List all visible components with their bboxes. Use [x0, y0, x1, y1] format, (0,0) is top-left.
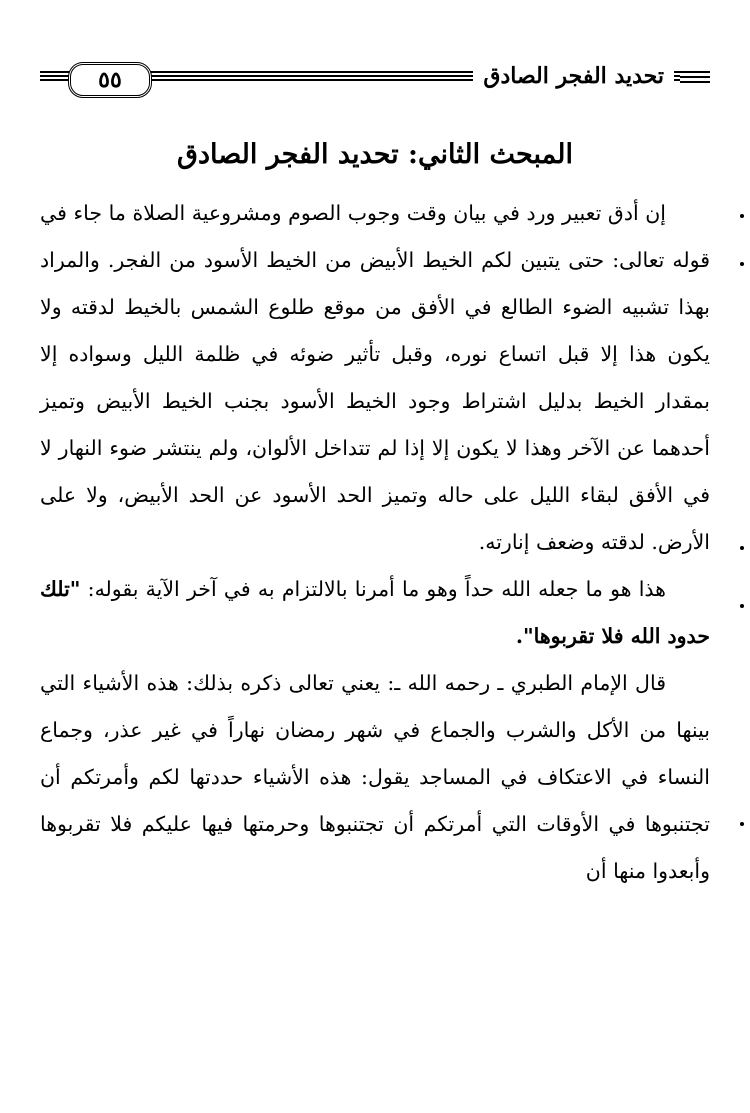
section-title: المبحث الثاني: تحديد الفجر الصادق	[177, 139, 573, 170]
margin-dot	[740, 604, 744, 608]
margin-dot	[740, 546, 744, 550]
body-text	[40, 190, 710, 895]
paragraph-3: قال الإمام الطبري ـ رحمه الله ـ: يعني تعالى ذكره بذلك: هذه الأشياء التي بينها من الأكل والشرب والجماع في شهر رمضان نهاراً في غير عذر، وجماع النساء في الاعتكاف في المساجد يقول: هذه الأشياء حددتها لكم وأمرتكم أن تجتنبوها في الأوقات التي أمرتكم أن تجتنبوها وحرمتها فيها عليكم فلا تقربوها وأبعدوا منها أن	[40, 671, 710, 883]
page-header	[40, 58, 710, 102]
paragraph-2	[40, 566, 710, 660]
paragraph-2-intro: هذا هو ما جعله الله حداً وهو ما أمرنا بالالتزام به في آخر الآية بقوله:	[80, 577, 666, 601]
margin-dot	[740, 214, 744, 218]
header-bullet-icon	[680, 68, 710, 84]
paragraph-1: إن أدق تعبير ورد في بيان وقت وجوب الصوم ومشروعية الصلاة ما جاء في قوله تعالى: حتى يتبين لكم الخيط الأبيض من الخيط الأسود من الفجر. والمراد بهذا تشبيه الضوء الطالع في الأفق من موقع طلوع الشمس بالخيط لدقته ولا يكون هذا إلا قبل اتساع نوره، وقبل تأثير ضوئه في ظلمة الليل وسواده إلا بمقدار الخيط بدليل اشتراط وجود الخيط الأسود بجنب الخيط الأبيض وتميز أحدهما عن الآخر وهذا لا يكون إلا إذا لم تتداخل الألوان، ولم ينتشر ضوء النهار لا في الأفق لبقاء الليل على حاله وتميز الحد الأسود عن الحد الأبيض، ولا على الأرض. لدقته وضعف إنارته.	[40, 201, 710, 554]
quran-quote: "تلك حدود الله فلا تقربوها".	[40, 577, 710, 648]
page-number: ٥٥	[68, 62, 152, 98]
margin-dot	[740, 262, 744, 266]
running-title: تحديد الفجر الصادق	[473, 58, 674, 96]
margin-dot	[740, 822, 744, 826]
